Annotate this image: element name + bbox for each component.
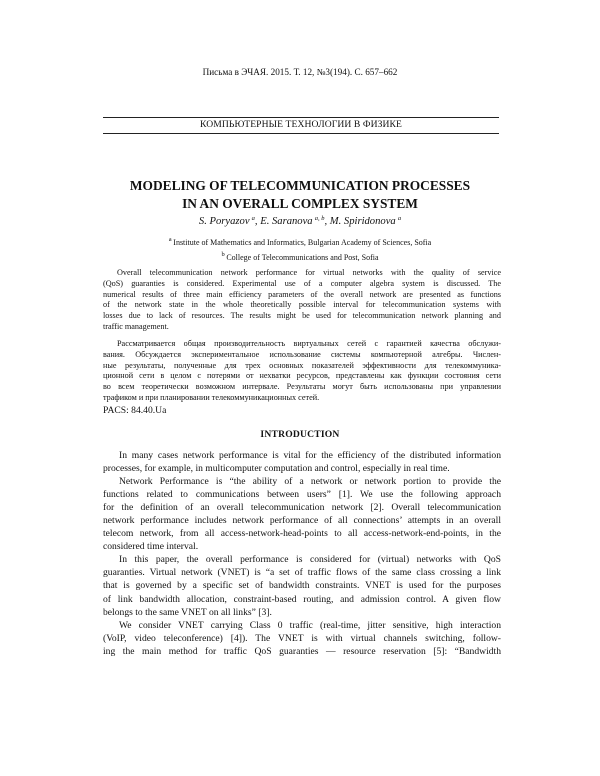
body-line: considered time interval. [103, 541, 199, 553]
body-line: (VoIP, video teleconference) [4]). The VNET is with virtual channels switching, follow- [103, 632, 501, 644]
body-line: network performance includes network performance of all connections’ attempts in an overall [103, 515, 501, 527]
pacs-code: PACS: 84.40.Ua [103, 405, 167, 416]
body-line: belongs to the same VNET on all links” [3]. [103, 606, 272, 618]
affiliation-text: College of Telecommunications and Post, Sofia [226, 253, 379, 262]
body-line: We consider VNET carrying Class 0 traffic (real-time, jitter sensitive, high interaction [119, 619, 501, 631]
author-affil-mark: a [397, 215, 402, 222]
abstract-line: трафиком и при планировании телекоммуникационных сетей. [103, 392, 320, 402]
body-line: Network Performance is “the ability of a network or network portion to provide the [119, 476, 501, 488]
author-name: E. Saranova [260, 216, 313, 227]
author-separator: , [324, 216, 328, 227]
body-line: guaranties. Virtual network (VNET) is “a set of traffic flows of the same class crossing a link [103, 567, 501, 579]
abstract-english [103, 268, 501, 333]
affiliation-text: Institute of Mathematics and Informatics, Bulgarian Academy of Sciences, Sofia [173, 238, 432, 247]
author-separator: , [254, 216, 258, 227]
body-line: functions related to communications between users” [1]. We use the following approach [103, 489, 501, 501]
body-line: that is governed by a specific set of bandwidth constraints. VNET is used for the purposes [103, 580, 501, 592]
abstract-line: traffic management. [103, 321, 169, 331]
affiliation [0, 236, 600, 247]
author-list [0, 215, 600, 227]
paper-title [80, 177, 520, 213]
abstract-line: ные результаты, полученные для трех основных показателей эффективности для телекоммуника- [103, 360, 501, 370]
affiliation [0, 251, 600, 262]
body-line: In many cases network performance is vital for the efficiency of the distributed information [119, 450, 501, 461]
section-rule-bottom [103, 133, 499, 134]
title-line-1: MODELING OF TELECOMMUNICATION PROCESSES [129, 178, 471, 193]
body-line: telecom network, from all access-network-head-points to all access-network-end-points, in the [103, 528, 501, 540]
abstract-line: of the network state in the whole theoretically possible interval for telecommunication systems with [103, 300, 501, 310]
body-line: processes, for example, in multicomputer computation and control, especially in real time. [103, 463, 450, 475]
section-rule-top [103, 117, 499, 118]
author-affil-mark: a [251, 215, 255, 222]
abstract-line: losses due to lack of resources. The results might be used for telecommunication network planning and [103, 311, 501, 321]
author-name: M. Spiridonova [329, 216, 396, 227]
introduction-body [103, 449, 501, 658]
affiliation-mark: a [168, 236, 172, 243]
abstract-line: Рассматривается общая производительность виртуальных сетей с гарантией качества обслужи- [117, 339, 501, 348]
journal-reference: Письма в ЭЧАЯ. 2015. Т. 12, №3(194). С. 657–662 [202, 67, 398, 77]
affiliation-mark: b [221, 251, 225, 258]
abstract-line: во всем теоретически возможном интервале. Результаты могут быть использованы при управлении [103, 382, 501, 392]
abstract-line: numerical results of three main efficiency parameters of the overall network are presented as functions [103, 289, 501, 299]
body-line: ing the main method for traffic QoS guaranties — resource reservation [5]: “Bandwidth [103, 645, 501, 657]
introduction-heading: INTRODUCTION [260, 429, 340, 440]
author-affil-mark: a, b [314, 215, 325, 222]
section-heading: КОМПЬЮТЕРНЫЕ ТЕХНОЛОГИИ В ФИЗИКЕ [199, 119, 403, 130]
body-line: for the definition of an overall telecommunication network [2]. Overall telecommunication [103, 502, 501, 514]
body-line: of link bandwidth allocation, constraint-based routing, and admission control. A given flow [103, 593, 501, 605]
title-line-2: IN AN OVERALL COMPLEX SYSTEM [182, 196, 418, 211]
abstract-line: Overall telecommunication network performance for virtual networks with the quality of service [117, 268, 501, 277]
abstract-line: (QoS) guaranties is considered. Experimental use of a computer algebra system is discussed. The [103, 278, 501, 288]
abstract-line: ционной сети в целом с потерями от нехватки ресурсов, представлены как функции состояния сети [103, 371, 501, 381]
body-line: In this paper, the overall performance is considered for (virtual) networks with QoS [119, 554, 501, 566]
abstract-russian [103, 339, 501, 404]
abstract-line: вания. Обсуждается экспериментальное использование системы компьютерной алгебры. Числен- [103, 349, 501, 359]
author-name: S. Poryazov [198, 216, 250, 227]
